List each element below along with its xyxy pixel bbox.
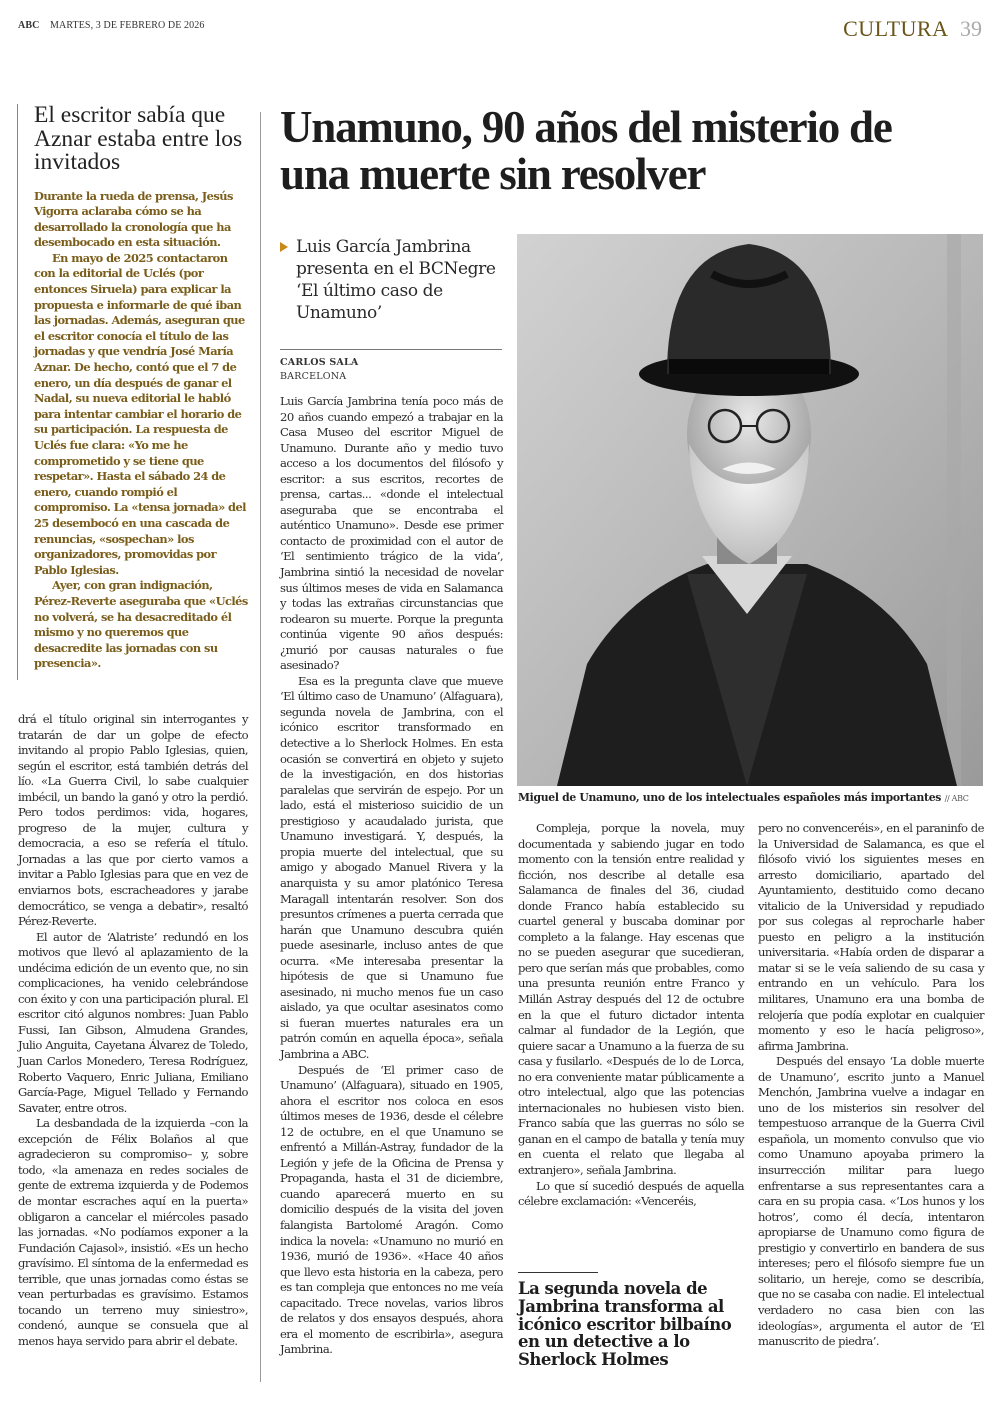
article-column-3 (758, 821, 984, 1350)
body-paragraph: Después de ‘El primer caso de Unamuno’ (Alfaguara), situado en 1905, ahora el escritor nos coloca en esos últimos meses de 1936, desde el célebre 12 de octubre, en el que Unamuno se enfrentó a Millán-Astray, fundador de la Legión y jefe de la Oficina de Prensa y Propaganda, hasta el 31 de diciembre, cuando aparecerá muerto en su domicilio después de la visita del joven falangista Bartolomé Aragón. Como indica la novela: «Unamuno no murió en 1936, murió de 1936». «Hace 40 años que llevo esta historia en la cabeza, pero es tan compleja que entonces no me veía capacitado. Trece novelas, varios libros de relatos y dos ensayos después, ahora era el momento de escribirla», asegura Jambrina. (280, 1062, 503, 1357)
body-paragraph: Después del ensayo ‘La doble muerte de Unamuno’, escrito junto a Manuel Menchón, Jambrina vuelve a indagar en uno de los misterios sin resolver del tempestuoso arranque de la Guerra Civil española, un momento convulso que vio como Unamuno apoyaba primero la insurrección militar para luego enfrentarse a sus representantes cara a cara en su propia casa. «‘Los hunos y los hotros’, como él decía, intentaron apropiarse de Unamuno como figura de prestigio y convertirlo en bandera de sus intereses; pero el filósofo siempre fue un solitario, un hereje, como se describía, que no se casaba con nadie. El intelectual verdadero no casa bien con las ideologías», argumenta el autor de ‘El manuscrito de piedra’. (758, 1054, 984, 1349)
headline-text: Unamuno, 90 años del misterio de una muerte sin resolver (280, 102, 892, 199)
byline-divider (280, 349, 502, 350)
photo-caption (518, 791, 988, 806)
sidebar-body (34, 189, 251, 672)
subhead-text: Luis García Jambrina presenta en el BCNegre ‘El último caso de Unamuno’ (296, 237, 496, 323)
pull-quote: La segunda novela de Jambrina transforma al icónico escritor bilbaíno en un detective a lo Sherlock Holmes (518, 1279, 732, 1370)
article-photo (517, 234, 983, 786)
article-column-1 (280, 394, 503, 1358)
issue-date: MARTES, 3 DE FEBRERO DE 2026 (50, 20, 205, 31)
page-header-left (18, 20, 204, 31)
body-paragraph: pero no convenceréis», en el paraninfo de la Universidad de Salamanca, es que el filósofo vivió los siguientes meses en arresto domiciliario, apartado del Ayuntamiento, destituido como decano vitalicio de la Universidad y repudiado por sus colegas al reprocharle haber puesto en peligro a la institución universitaria. «Había orden de disparar a matar si se le veía saliendo de su casa y entrando en un vehículo. Para los militares, Unamuno era una bomba de relojería que podía explotar en cualquier momento y eso le hacía peligroso», afirma Jambrina. (758, 821, 984, 1053)
bullet-triangle-icon (280, 242, 288, 252)
body-paragraph: Esa es la pregunta clave que mueve ‘El último caso de Unamuno’ (Alfaguara), segunda novela de Jambrina, con el icónico escritor transformado en detective a lo Sherlock Holmes. En esta ocasión se convertirá en objeto y sujeto de la investigación, en dos historias paralelas que servirán de espejo. Por un lado, está el misterioso suicidio de un prestigioso y acaudalado jurista, que Unamuno investigará. Y, después, la propia muerte del intelectual, que su amigo y abogado Manuel Rivera y la anarquista y su amor platónico Teresa Maragall intentarán resolver. Son dos presuntos crímenes a puerta cerrada que harán que Unamuno descubra quién puede asesinarle, incluso antes de que ocurra. «Me interesaba presentar la hipótesis de que si Unamuno fue asesinado, ni mucho menos fue un caso aislado, ya que ocultar asesinatos como si fueran muertes naturales era un patrón común en aquella época», señala Jambrina a ABC. (280, 673, 503, 1061)
left-column (18, 712, 248, 1349)
section-name: CULTURA (843, 16, 949, 41)
byline (280, 356, 358, 384)
body-paragraph: El autor de ‘Alatriste’ redundó en los motivos que llevó al aplazamiento de la undécima edición de un evento que, no sin complicaciones, ha venido celebrándose con éxito y con una participación plural. El escritor citó algunos nombres: Juan Pablo Fussi, Ian Gibson, Almudena Grandes, Julio Anguita, Cayetana Álvarez de Toledo, Juan Carlos Monedero, Teresa Rodríguez, Roberto Vaquero, Enric Juliana, Emiliano García-Page, Miguel Tellado y Fernando Savater, entre otros. (18, 929, 248, 1115)
column-divider (260, 112, 261, 1382)
body-paragraph: Lo que sí sucedió después de aquella célebre exclamación: «Venceréis, (518, 1178, 744, 1209)
caption-text: Miguel de Unamuno, uno de los intelectuales españoles más importantes (518, 791, 942, 804)
sidebar-title: El escritor sabía que Aznar estaba entre los invitados (34, 102, 243, 175)
newspaper-brand: ABC (18, 20, 40, 31)
sidebar-box (17, 104, 251, 680)
byline-author: CARLOS SALA (280, 357, 359, 368)
body-paragraph: drá el título original sin interrogantes y tratarán de dar un golpe de efecto invitando al propio Pablo Iglesias, quien, según el escritor, está también detrás del lío. «La Guerra Civil, lo sabe cualquier imbécil, un bando la ganó y otro la perdió. Pero todos perdimos: vida, hogares, progreso de la mujer, cultura y democracia, a eso se refería el título. Jornadas a las que por cierto vamos a invitar a Pablo Iglesias para que en vez de enviarnos bots, escracheadores y jarabe democrático, se venga a debatir», resaltó Pérez-Reverte. (18, 712, 248, 929)
page-header-right (843, 16, 982, 42)
page-number: 39 (960, 16, 982, 41)
article-subhead (280, 236, 505, 324)
sidebar-paragraph: En mayo de 2025 contactaron con la editorial de Uclés (por entonces Siruela) para explicar la propuesta e informarle de qué iban las jornadas. Además, aseguran que el escritor conocía el título de las jornadas y que vendría José María Aznar. De hecho, contó que el 7 de enero, un día después de ganar el Nadal, su nueva editorial le habló para intentar cambiar el horario de su participación. La respuesta de Uclés fue clara: «Yo me he comprometido y se tiene que respetar». Hasta el sábado 24 de enero, cuando rompió el compromiso. La «tensa jornada» del 25 desembocó en una cascada de renuncias, «sospechan» los organizadores, promovidas por Pablo Iglesias. (34, 250, 246, 577)
article-headline (280, 104, 940, 198)
portrait-image (517, 234, 983, 786)
byline-location: BARCELONA (280, 371, 347, 382)
photo-credit: // ABC (944, 794, 969, 803)
article-column-2 (518, 821, 744, 1210)
sidebar-paragraph: Durante la rueda de prensa, Jesús Vigorra aclaraba cómo se ha desarrollado la cronología que ha desembocado en esta situación. (34, 188, 233, 250)
body-paragraph: Luis García Jambrina tenía poco más de 20 años cuando empezó a trabajar en la Casa Museo del escritor Miguel de Unamuno. Durante año y medio tuvo acceso a los documentos del filósofo y escritor: a sus escritos, recortes de prensa, cartas... «donde el intelectual aseguraba que se encontraba el auténtico Unamuno». Desde ese primer contacto de proximidad con el autor de ‘El sentimiento trágico de la vida’, Jambrina sintió la necesidad de novelar sus últimos meses de vida en Salamanca y todas las extrañas circunstancias que rodearon su muerte. Porque la pregunta continúa vigente 90 años después: ¿murió por causas naturales o fue asesinado? (280, 394, 503, 673)
body-paragraph: La desbandada de la izquierda –con la excepción de Félix Bolaños al que agradecieron su compromiso– y, sobre todo, «la amenaza en redes sociales de gente de extrema izquierda y de Podemos de montar escraches aquí en la puerta» obligaron a cancelar el miércoles pasado las jornadas. «No podíamos exponer a la Fundación Cajasol», insistió. «Es un hecho gravísimo. El síntoma de la enfermedad es terrible, que unas jornadas como éstas se vean perturbadas es gravísimo. Estamos tocando un terreno muy siniestro», condenó, aunque se consuela que al menos haya servido para abrir el debate. (18, 1116, 248, 1348)
pull-quote-divider (518, 1272, 598, 1273)
body-paragraph: Compleja, porque la novela, muy documentada y sabiendo jugar en todo momento con la tensión entre realidad y ficción, nos describe al detalle esa Salamanca de finales del 36, ciudad donde Franco había establecido su cuartel general y buscaba dominar por completo a la falange. Hay escenas que no se pueden asegurar que sucedieran, pero que serían más que probables, como una presunta reunión entre Franco y Millán Astray después del 12 de octubre en la que el futuro dictador intenta calmar al fundador de la Legión, que quiere sacar a Unamuno a la fuerza de su casa y fusilarlo. «Después de lo de Lorca, no era conveniente matar públicamente a otro intelectual, algo que las potencias internacionales no hubiesen visto bien. Franco sabía que las guerras no sólo se ganan en el campo de batalla y tenía muy en cuenta el relato que llegaba al extranjero», señala Jambrina. (518, 821, 744, 1178)
sidebar-paragraph: Ayer, con gran indignación, Pérez-Reverte aseguraba que «Uclés no volverá, se ha desacreditado él mismo y no queremos que desacredite las jornadas con su presencia». (34, 578, 248, 671)
